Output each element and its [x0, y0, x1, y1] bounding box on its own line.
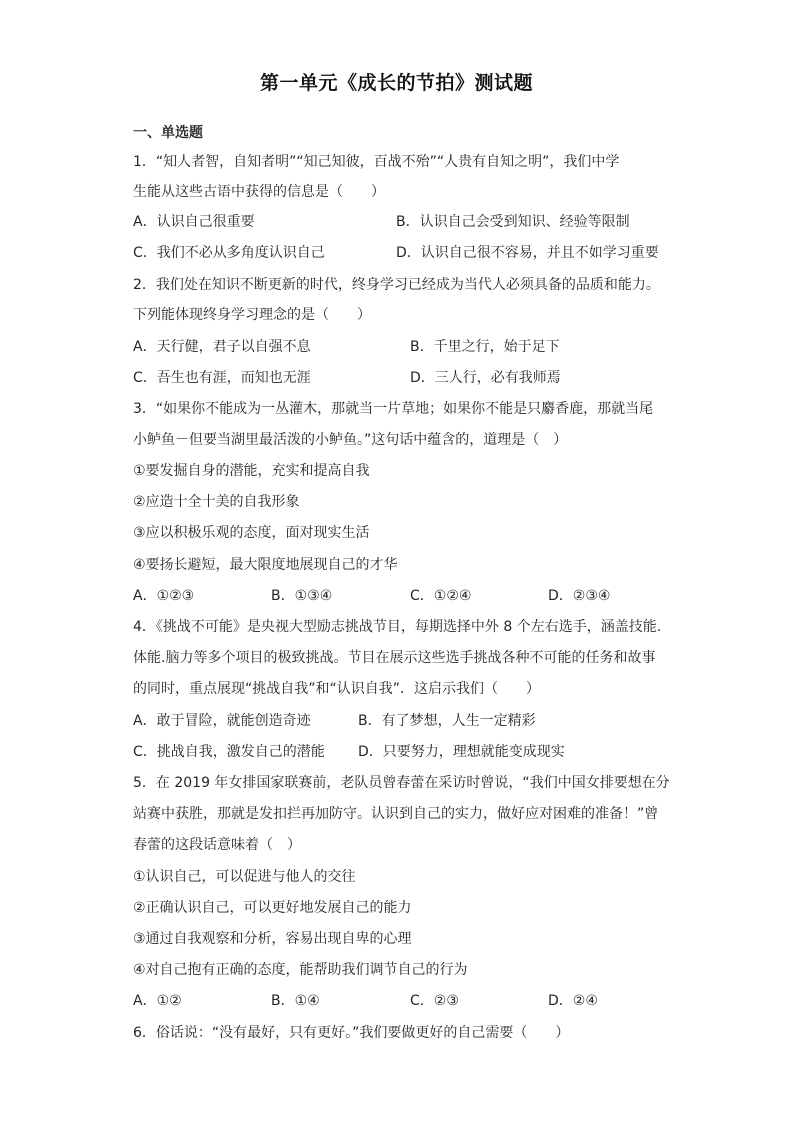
q5-statement-4: ④对自己抱有正确的态度，能帮助我们调节自己的行为 — [133, 962, 468, 978]
q5-statement-1: ①认识自己，可以促进与他人的交往 — [133, 869, 356, 885]
q4-stem-line3: 的同时，重点展现“挑战自我”和“认识自我”．这启示我们（ ） — [133, 681, 541, 697]
q3-option-d: D．②③④ — [548, 588, 611, 604]
q1-option-c: C．我们不必从多角度认识自己 — [133, 245, 325, 261]
q5-statement-2: ②正确认识自己，可以更好地发展自己的能力 — [133, 900, 412, 916]
q5-stem-line1: 5．在 2019 年女排国家联赛前，老队员曾春蕾在采访时曾说，“我们中国女排要想在分 — [133, 775, 670, 791]
q2-stem-line2: 下列能体现终身学习理念的是（ ） — [133, 307, 371, 323]
q5-stem-line2: 站赛中获胜，那就是发扣拦再加防守。认识到自己的实力，做好应对困难的准备！”曾 — [133, 806, 659, 822]
q4-option-a: A．敢于冒险，就能创造奇迹 — [133, 713, 311, 729]
q5-option-a: A．①② — [133, 993, 182, 1009]
q3-statement-2: ②应造十全十美的自我形象 — [133, 494, 300, 510]
q1-option-a: A．认识自己很重要 — [133, 214, 255, 230]
q2-option-b: B．千里之行，始于足下 — [410, 339, 560, 355]
q5-stem-line3: 春蕾的这段话意味着（ ） — [133, 837, 301, 853]
q3-stem-line1: 3．“如果你不能成为一丛灌木，那就当一片草地；如果你不能是只麝香鹿，那就当尾 — [133, 401, 654, 417]
q3-option-b: B．①③④ — [271, 588, 333, 604]
q3-stem-line2: 小鲈鱼－但要当湖里最活泼的小鲈鱼。”这句话中蕴含的，道理是（ ） — [133, 432, 568, 448]
q2-option-d: D．三人行，必有我师焉 — [410, 370, 561, 386]
q5-option-c: C．②③ — [410, 993, 459, 1009]
q1-option-d: D．认识自己很不容易，并且不如学习重要 — [396, 245, 659, 261]
q2-option-a: A．天行健，君子以自强不息 — [133, 339, 311, 355]
q4-option-c: C．挑战自我，激发自己的潜能 — [133, 744, 325, 760]
q3-option-a: A．①②③ — [133, 588, 195, 604]
q2-stem-line1: 2．我们处在知识不断更新的时代，终身学习已经成为当代人必须具备的品质和能力。 — [133, 277, 660, 293]
q6-stem-line1: 6．俗话说：“没有最好，只有更好。”我们要做更好的自己需要（ ） — [133, 1025, 570, 1041]
q3-statement-1: ①要发掘自身的潜能，充实和提高自我 — [133, 463, 370, 479]
q4-stem-line2: 体能.脑力等多个项目的极致挑战。节目在展示这些选手挑战各种不可能的任务和故事 — [133, 650, 656, 666]
q4-option-b: B．有了梦想，人生一定精彩 — [358, 713, 536, 729]
q5-statement-3: ③通过自我观察和分析，容易出现自卑的心理 — [133, 931, 412, 947]
q1-stem-line1: 1．“知人者智，自知者明”“知己知彼，百战不殆”“人贵有自知之明”，我们中学 — [133, 154, 620, 170]
q1-option-b: B．认识自己会受到知识、经验等限制 — [396, 214, 630, 230]
q4-stem-line1: 4．《挑战不可能》是央视大型励志挑战节目，每期选择中外 8 个左右选手，涵盖技能. — [133, 619, 662, 635]
q3-statement-3: ③应以积极乐观的态度，面对现实生活 — [133, 525, 370, 541]
q3-option-c: C．①②④ — [410, 588, 472, 604]
q2-option-c: C．吾生也有涯，而知也无涯 — [133, 370, 311, 386]
q4-option-d: D．只要努力，理想就能变成现实 — [358, 744, 565, 760]
page-title: 第一单元《成长的节拍》测试题 — [259, 72, 533, 94]
q5-option-d: D．②④ — [548, 993, 598, 1009]
q3-statement-4: ④要扬长避短，最大限度地展现自己的才华 — [133, 557, 398, 573]
q1-stem-line2: 生能从这些古语中获得的信息是（ ） — [133, 184, 385, 200]
q5-option-b: B．①④ — [271, 993, 320, 1009]
section-heading: 一、单选题 — [133, 125, 203, 141]
